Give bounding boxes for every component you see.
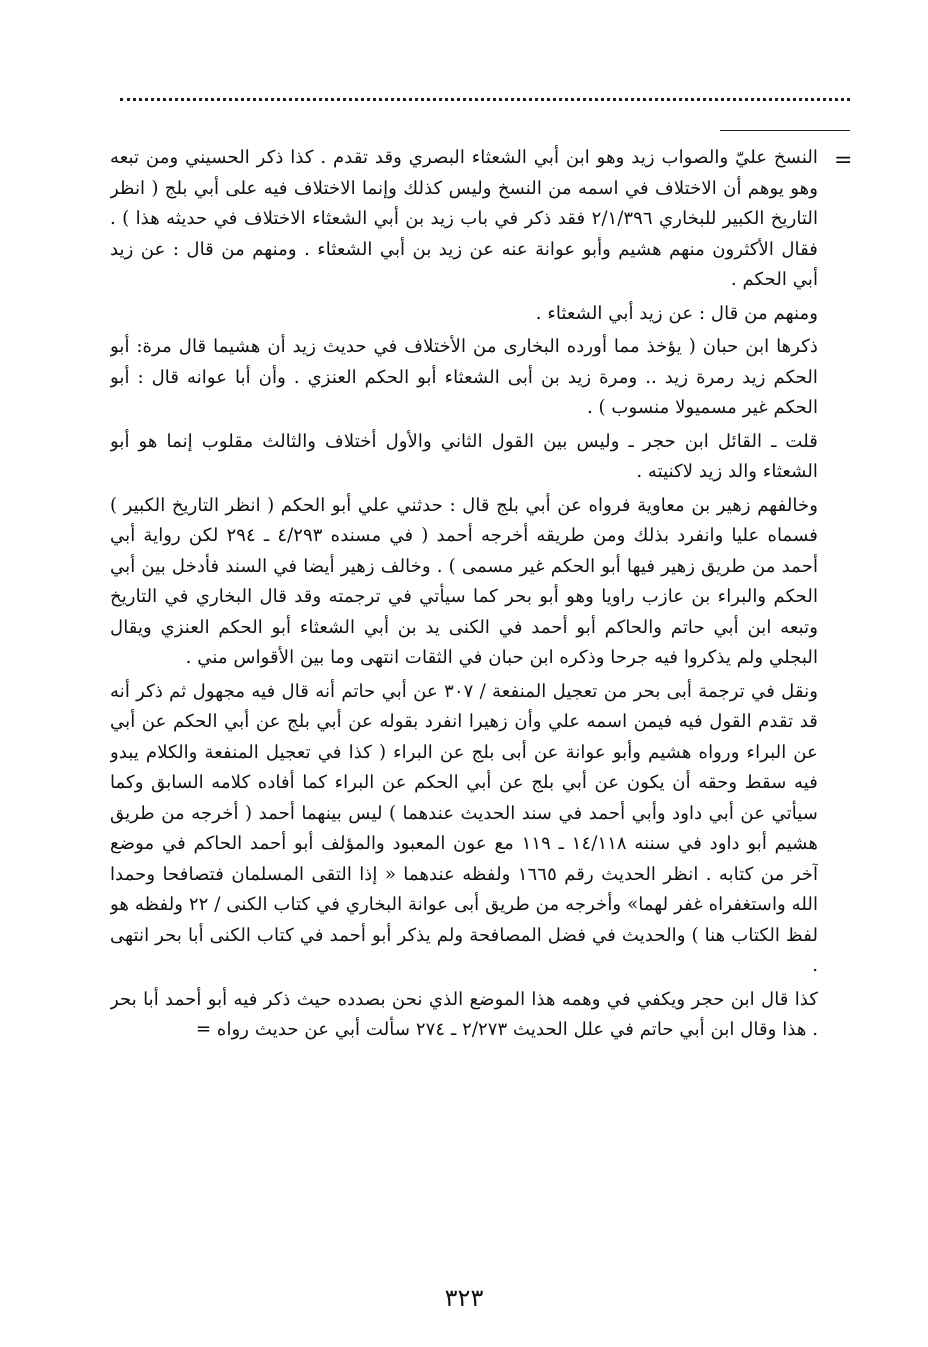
paragraph-7: كذا قال ابن حجر ويكفي في وهمه هذا الموضع الذي نحن بصدده حيث ذكر فيه أبو أحمد أبا بحر . هذا وقال ابن أبي حاتم في علل الحديث ٢/٢٧٣ ـ ٢٧٤ سألت أبي عن حديث رواه = <box>110 988 818 1040</box>
paragraph-6: ونقل في ترجمة أبى بحر من تعجيل المنفعة / ٣٠٧ عن أبي حاتم أنه قال فيه مجهول ثم ذكر أنه قد تقدم القول فيه فيمن اسمه علي وأن زهيرا انفرد بقوله عن أبي بلج عن أبي الحكم عن أبي عن البراء ورواه هشيم وأبو عوانة عن أبى بلج عن البراء ( كذا في تعجيل المنفعة والكلام يبدو فيه سقط وحقه أن يكون عن أبي بلج عن أبي الحكم عن البراء كما أفاده كلامه السابق وكما سيأتي عن أبي داود وأبي أحمد في سند الحديث عندهما ) ليس بينهما أحمد ( أخرجه من طريق هشيم أبو داود في سننه ١٤/١١٨ ـ ١١٩ مع عون المعبود والمؤلف أبو أحمد الحاكم في موضع آخر من كتابه . انظر الحديث رقم ١٦٦٥ ولفظه عندهما « إذا التقى المسلمان فتصافحا وحمدا الله واستغفراه غفر لهما» وأخرجه من طريق أبى عوانة البخاري في كتاب الكنى / ٢٢ ولفظه هو لفظ الكتاب هنا ) والحديث في فضل المصافحة ولم يذكر أبو أحمد في كتاب الكنى أبا بحر انتهى . <box>110 680 818 976</box>
page-number: ٣٢٣ <box>444 1284 484 1312</box>
paragraph-4: قلت ـ القائل ابن حجر ـ وليس بين القول الثاني والأول أختلاف والثالث مقلوب إنما هو أبو الشعثاء والد زيد لاكنيته . <box>110 430 818 482</box>
paragraph-2: ومنهم من قال : عن زيد أبي الشعثاء . <box>535 302 818 324</box>
paragraph-1: النسخ عليّ والصواب زيد وهو ابن أبي الشعثاء البصري وقد تقدم . كذا ذكر الحسيني ومن تبعه وهو يوهم أن الاختلاف في اسمه من النسخ وليس كذلك وإنما الاختلاف فيه على أبي بلج ( انظر التاريخ الكبير للبخاري ٢/١/٣٩٦ فقد ذكر في باب زيد بن أبي الشعثاء الاختلاف في حديثه هذا ) . فقال الأكثرون منهم هشيم وأبو عوانة عنه عن زيد بن أبي الشعثاء . ومنهم من قال : عن زيد أبي الحكم . <box>110 147 818 290</box>
continuation-mark: = <box>834 148 853 173</box>
top-dotted-separator <box>120 98 850 101</box>
footnote-text-block <box>110 143 818 1263</box>
footnote-separator-line <box>720 130 850 131</box>
paragraph-5: وخالفهم زهير بن معاوية فرواه عن أبي بلج قال : حدثني علي أبو الحكم ( انظر التاريخ الكبير ) فسماه عليا وانفرد بذلك ومن طريقه أخرجه أحمد ( في مسنده ٤/٢٩٣ ـ ٢٩٤ لكن رواية أبي أحمد من طريق زهير فيها أبو الحكم غير مسمى ) . وخالف زهير أيضا في السند فأدخل بين أبي الحكم والبراء بن عازب راويا وهو أبو بحر كما سيأتي في ترجمته وقد قال البخاري في التاريخ وتبعه ابن أبي حاتم والحاكم أبو أحمد في الكنى يد بن أبي الشعثاء أبو الحكم العنزي ويقال البجلي ولم يذكروا فيه جرحا وذكره ابن حبان في الثقات انتهى وما بين الأقواس مني . <box>110 494 818 668</box>
paragraph-3: ذكرها ابن حبان ( يؤخذ مما أورده البخارى من الأختلاف في حديث زيد أن هشيما قال مرة: أبو الحكم زيد رمرة زيد .. ومرة زيد بن أبى الشعثاء أبو الحكم العنزي . وأن أبا عوانه قال : أبو الحكم غير مسميولا منسوب ) . <box>110 336 818 418</box>
